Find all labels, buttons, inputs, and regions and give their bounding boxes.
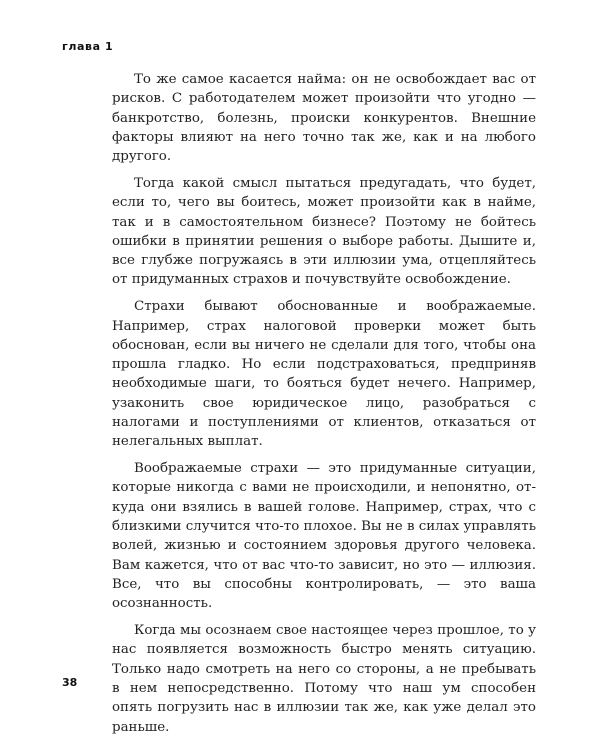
paragraph-5: Когда мы осознаем свое настоящее через прошлое, то у нас появляется возможность быстро менять ситуацию. Только надо смотреть на него со стороны, а не пребывать в нем непосредственно. Потому что наш ум способен опять погрузить нас в иллюзии так же, как уже делал это раньше. <box>112 623 536 735</box>
chapter-label: глава 1 <box>62 40 114 53</box>
page-number: 38 <box>62 676 78 689</box>
page-body <box>112 70 536 744</box>
paragraph-3: Страхи бывают обоснованные и воображаемые. Например, страх налоговой проверки может быть обоснован, если вы ничего не сделали для того, чтобы она прошла гладко. Но если подстраховаться, предприняв необходимые шаги, то бояться будет нечего. Например, узаконить свое юридическое лицо, разобраться с налогами и поступлениями от клиентов, отказаться от нелегальных выплат. <box>112 299 536 450</box>
paragraph-4: Воображаемые страхи — это придуманные ситуации, которые никогда с вами не происходили, и непонятно, откуда они взялись в вашей голове. Например, страх, что с близкими случится что-то плохое. Вы не в силах управлять волей, жизнью и состоянием здоровья другого человека. Вам кажется, что от вас что-то зависит, но это — иллюзия. Все, что вы способны контролировать, — это ваша осознанность. <box>112 461 537 612</box>
paragraph-1: То же самое касается найма: он не освобождает вас от рисков. С работодателем может произойти что угодно — банкротство, болезнь, происки конкурентов. Внешние факторы влияют на него точно так же, как и на любого другого. <box>112 72 536 165</box>
paragraph-2: Тогда какой смысл пытаться предугадать, что будет, если то, чего вы боитесь, может произойти как в найме, так и в самостоятельном бизнесе? Поэтому не бойтесь ошибки в принятии решения о выборе работы. Дышите и, все глубже погружаясь в эти иллюзии ума, отцепляйтесь от придуманных страхов и почувствуйте освобождение. <box>112 175 536 288</box>
